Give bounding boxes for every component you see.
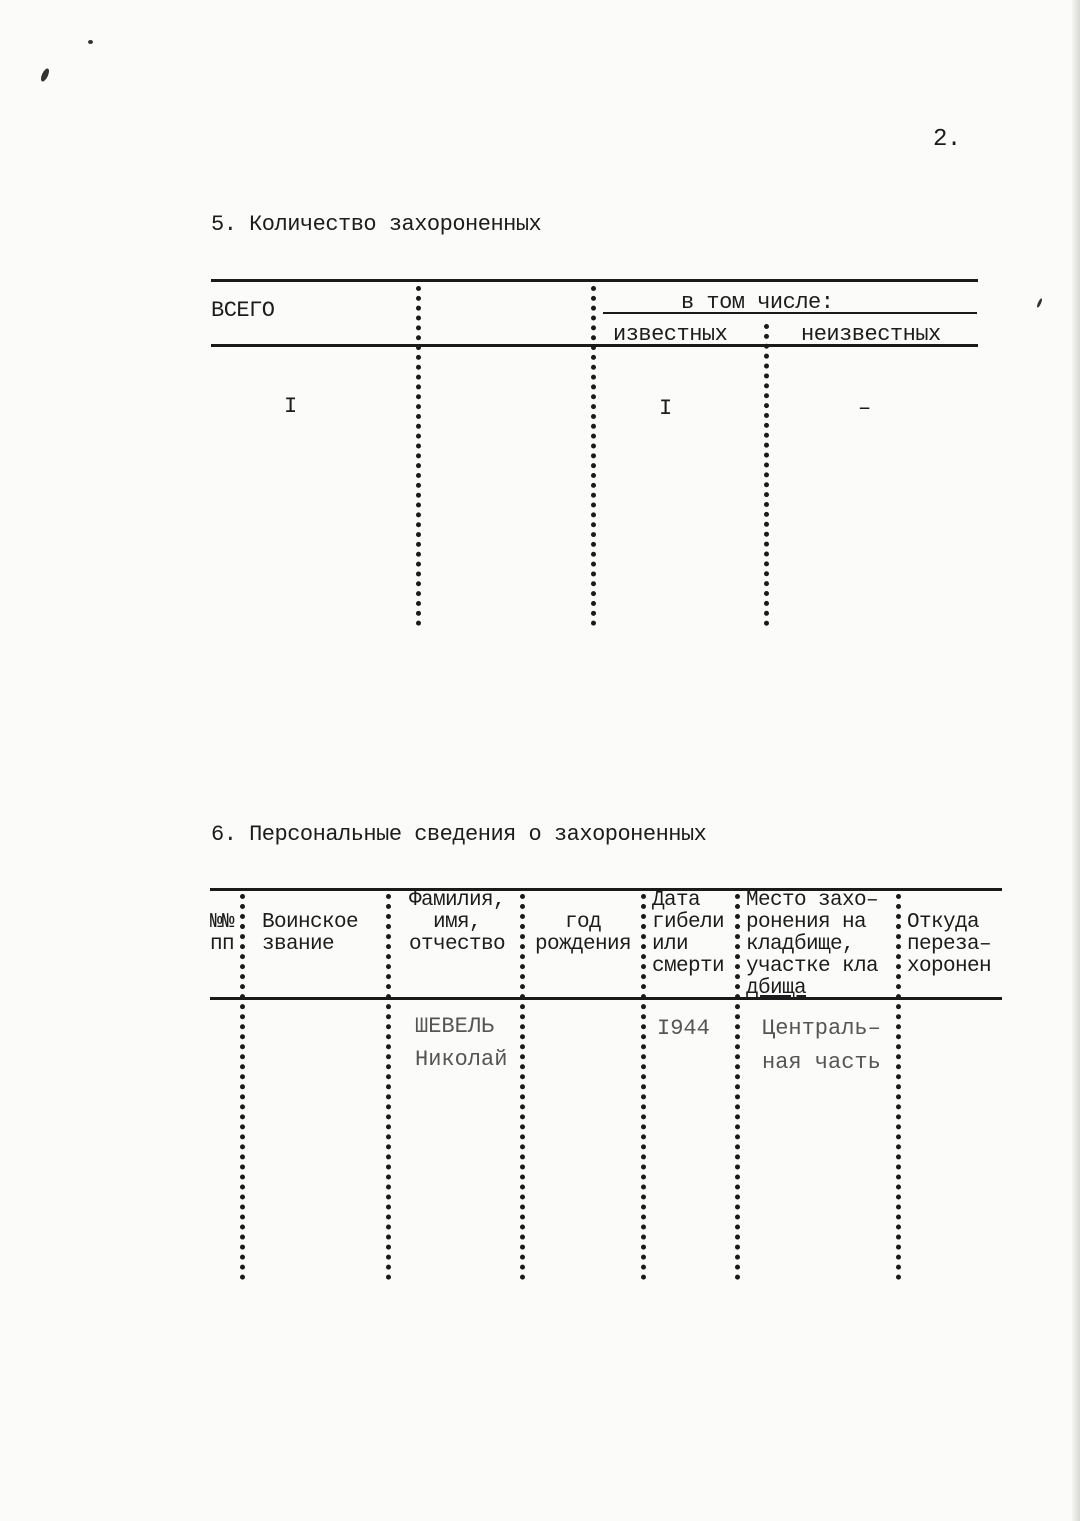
page-number: 2.: [933, 126, 961, 153]
table6-first-name: Николай: [415, 1047, 508, 1072]
paper-speck: [39, 67, 50, 82]
table6-death-year: I944: [657, 1016, 710, 1041]
table6-column-divider: [641, 894, 646, 1280]
table6-column-divider: [735, 894, 740, 1280]
table6-column-divider: [240, 894, 245, 1280]
table6-top-rule: [210, 888, 1002, 891]
table6-surname: ШЕВЕЛЬ: [415, 1014, 495, 1039]
table6-place-line-2: ная часть: [762, 1050, 881, 1075]
table5-top-rule: [211, 279, 978, 282]
table6-column-divider: [386, 894, 391, 1280]
table5-header-total: ВСЕГО: [211, 298, 275, 323]
paper-edge-shadow: [1072, 0, 1080, 1521]
table5-column-divider: [764, 324, 769, 626]
table5-column-divider: [416, 286, 421, 626]
table6-column-divider: [520, 894, 525, 1280]
table5-value-unknown: –: [858, 396, 871, 421]
paper-speck: [88, 40, 93, 44]
table5-value-total: I: [284, 394, 297, 419]
table6-header-name: Фамилия, имя, отчество: [408, 889, 506, 956]
table5-header-unknown: неизвестных: [801, 322, 941, 347]
table6-header-from: Откуда переза– хоронен: [907, 911, 992, 978]
section-6-title: 6. Персональные сведения о захороненных: [211, 822, 707, 847]
table6-header-place: Место захо– ронения на кладбище, участке кла дбища: [746, 889, 879, 1000]
table5-value-known: I: [659, 396, 672, 421]
table5-header-known: известных: [613, 322, 728, 347]
section-5-title: 5. Количество захороненных: [211, 212, 542, 237]
table6-header-birth: год рождения: [534, 911, 632, 956]
table5-column-divider: [591, 286, 596, 626]
table6-header-num: №№ пп: [210, 911, 235, 956]
table6-column-divider: [896, 894, 901, 1280]
table6-place-line-1: Централь–: [762, 1016, 881, 1041]
table6-header-death: Дата гибели или смерти: [652, 889, 725, 978]
table6-header-rank: Воинское звание: [262, 911, 359, 956]
table5-header-including: в том числе:: [681, 290, 834, 315]
paper-speck: [1036, 298, 1043, 308]
table6-header-bottom-rule: [210, 997, 1002, 1000]
